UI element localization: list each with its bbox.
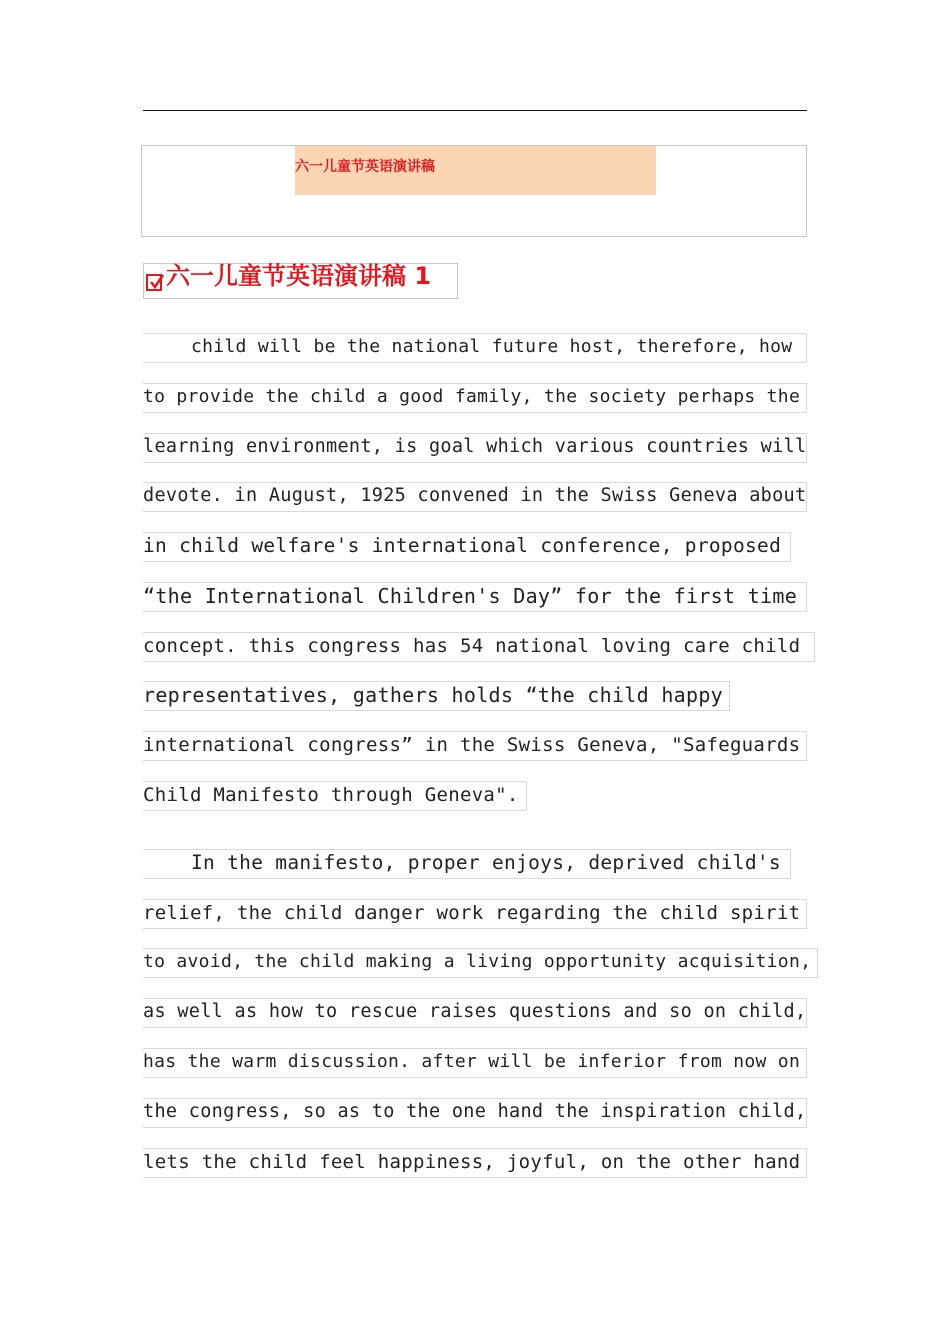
paragraph-line: child will be the national future host, therefore, how bbox=[143, 333, 807, 363]
paragraph-line: as well as how to rescue raises questions and so on child, bbox=[143, 998, 807, 1028]
document-header bbox=[141, 145, 807, 237]
header-highlight bbox=[295, 146, 656, 195]
paragraph-line: In the manifesto, proper enjoys, deprived child's bbox=[143, 849, 791, 879]
paragraph-line: lets the child feel happiness, joyful, on the other hand bbox=[143, 1148, 807, 1178]
paragraph-line: to avoid, the child making a living opportunity acquisition, bbox=[143, 948, 818, 978]
paragraph-line: concept. this congress has 54 national loving care child bbox=[143, 632, 815, 662]
paragraph-line: in child welfare's international conference, proposed bbox=[143, 532, 791, 562]
paragraph-line: Child Manifesto through Geneva". bbox=[143, 781, 527, 811]
header-title: 六一儿童节英语演讲稿 bbox=[295, 159, 435, 175]
paragraph-line: “the International Children's Day” for the first time bbox=[143, 582, 807, 612]
checkbox-checked-icon bbox=[146, 274, 162, 291]
paragraph-line: has the warm discussion. after will be inferior from now on bbox=[143, 1048, 807, 1078]
paragraph-line: international congress” in the Swiss Geneva, "Safeguards bbox=[143, 731, 807, 761]
section-heading bbox=[143, 263, 458, 299]
heading-text: 六一儿童节英语演讲稿 1 bbox=[166, 262, 432, 290]
paragraph-line: representatives, gathers holds “the child happy bbox=[143, 681, 730, 711]
paragraph-line: learning environment, is goal which various countries will bbox=[143, 433, 807, 463]
paragraph-line: relief, the child danger work regarding the child spirit bbox=[143, 899, 807, 929]
paragraph-line: the congress, so as to the one hand the inspiration child, bbox=[143, 1098, 807, 1128]
paragraph-line: to provide the child a good family, the society perhaps the bbox=[143, 383, 807, 413]
header-rule bbox=[143, 110, 807, 111]
paragraph-line: devote. in August, 1925 convened in the Swiss Geneva about bbox=[143, 482, 807, 512]
